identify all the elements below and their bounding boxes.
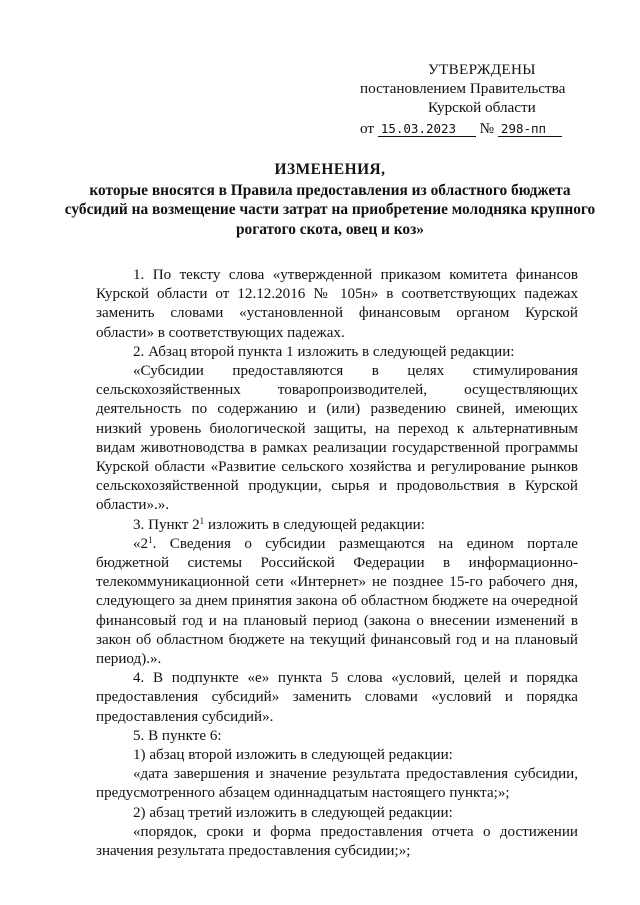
paragraph-4-end: изложить в следующей редакции: <box>204 516 425 533</box>
approval-date: 15.03.2023 <box>378 122 476 137</box>
paragraph-5-sup: 1 <box>148 534 153 545</box>
paragraph-5-end: . Сведения о субсидии размещаются на едином портале бюджетной системы Российской Федерации в информационно-телекоммуникационной сети «Интернет» не позднее 15-го рабочего дня, следующего за днем принятия закона об областном бюджете на очередной финансовый год и на плановый период (закона о внесении изменений в закон об областном бюджете на текущий финансовый год и на плановый период).». <box>96 535 578 668</box>
approval-decree-line: постановлением Правительства <box>360 80 566 97</box>
document-heading <box>60 160 600 239</box>
paragraph-6: 4. В подпункте «е» пункта 5 слова «условий, целей и порядка предоставления субсидий» заменить словами «условий и порядка предоставления субсидий». <box>96 670 578 725</box>
paragraph-1: 1. По тексту слова «утвержденной приказом комитета финансов Курской области от 12.12.2016 № 105н» в соответствующих падежах заменить словами «установленной финансовым органом Курской области» в соответствующих падежах. <box>96 267 578 341</box>
approval-stamp <box>360 60 600 138</box>
paragraph-4-sup: 1 <box>199 515 205 526</box>
paragraph-2: 2. Абзац второй пункта 1 изложить в следующей редакции: <box>133 343 515 360</box>
paragraph-8: 1) абзац второй изложить в следующей редакции: <box>133 747 453 764</box>
paragraph-4 <box>96 516 578 535</box>
paragraph-5 <box>96 535 578 669</box>
approval-title: УТВЕРЖДЕНЫ <box>428 61 536 78</box>
approval-number: 298-пп <box>498 122 562 137</box>
paragraph-7: 5. В пункте 6: <box>133 727 222 744</box>
heading-title: ИЗМЕНЕНИЯ, <box>274 161 386 178</box>
document-body <box>96 266 578 861</box>
paragraph-10: 2) абзац третий изложить в следующей редакции: <box>133 804 453 821</box>
from-label: от <box>360 120 375 137</box>
paragraph-5-start: «2 <box>133 535 149 552</box>
paragraph-3: «Субсидии предоставляются в целях стимулирования сельскохозяйственных товаропроизводителей, осуществляющих деятельность по содержанию и (или) разведению свиней, имеющих низкий уровень биологической защиты, на переход к альтернативным видам животноводства в рамках реализации государственной программы Курской области «Развитие сельского хозяйства и регулирование рынков сельскохозяйственной продукции, сырья и продовольствия в Курской области».». <box>96 363 578 514</box>
paragraph-9: «дата завершения и значение результата предоставления субсидии, предусмотренного абзацем одиннадцатым настоящего пункта;»; <box>96 766 578 802</box>
paragraph-11: «порядок, сроки и форма предоставления отчета о достижении значения результата предоставления субсидии;»; <box>96 823 578 860</box>
approval-region-line: Курской области <box>428 99 536 116</box>
paragraph-4-start: 3. Пункт 2 <box>133 516 200 533</box>
heading-subtitle: которые вносятся в Правила предоставления из областного бюджета субсидий на возмещение части затрат на приобретение молодняка крупного рогатого скота, овец и коз» <box>64 181 596 238</box>
number-label: № <box>479 120 495 137</box>
approval-date-number-line <box>360 119 600 138</box>
